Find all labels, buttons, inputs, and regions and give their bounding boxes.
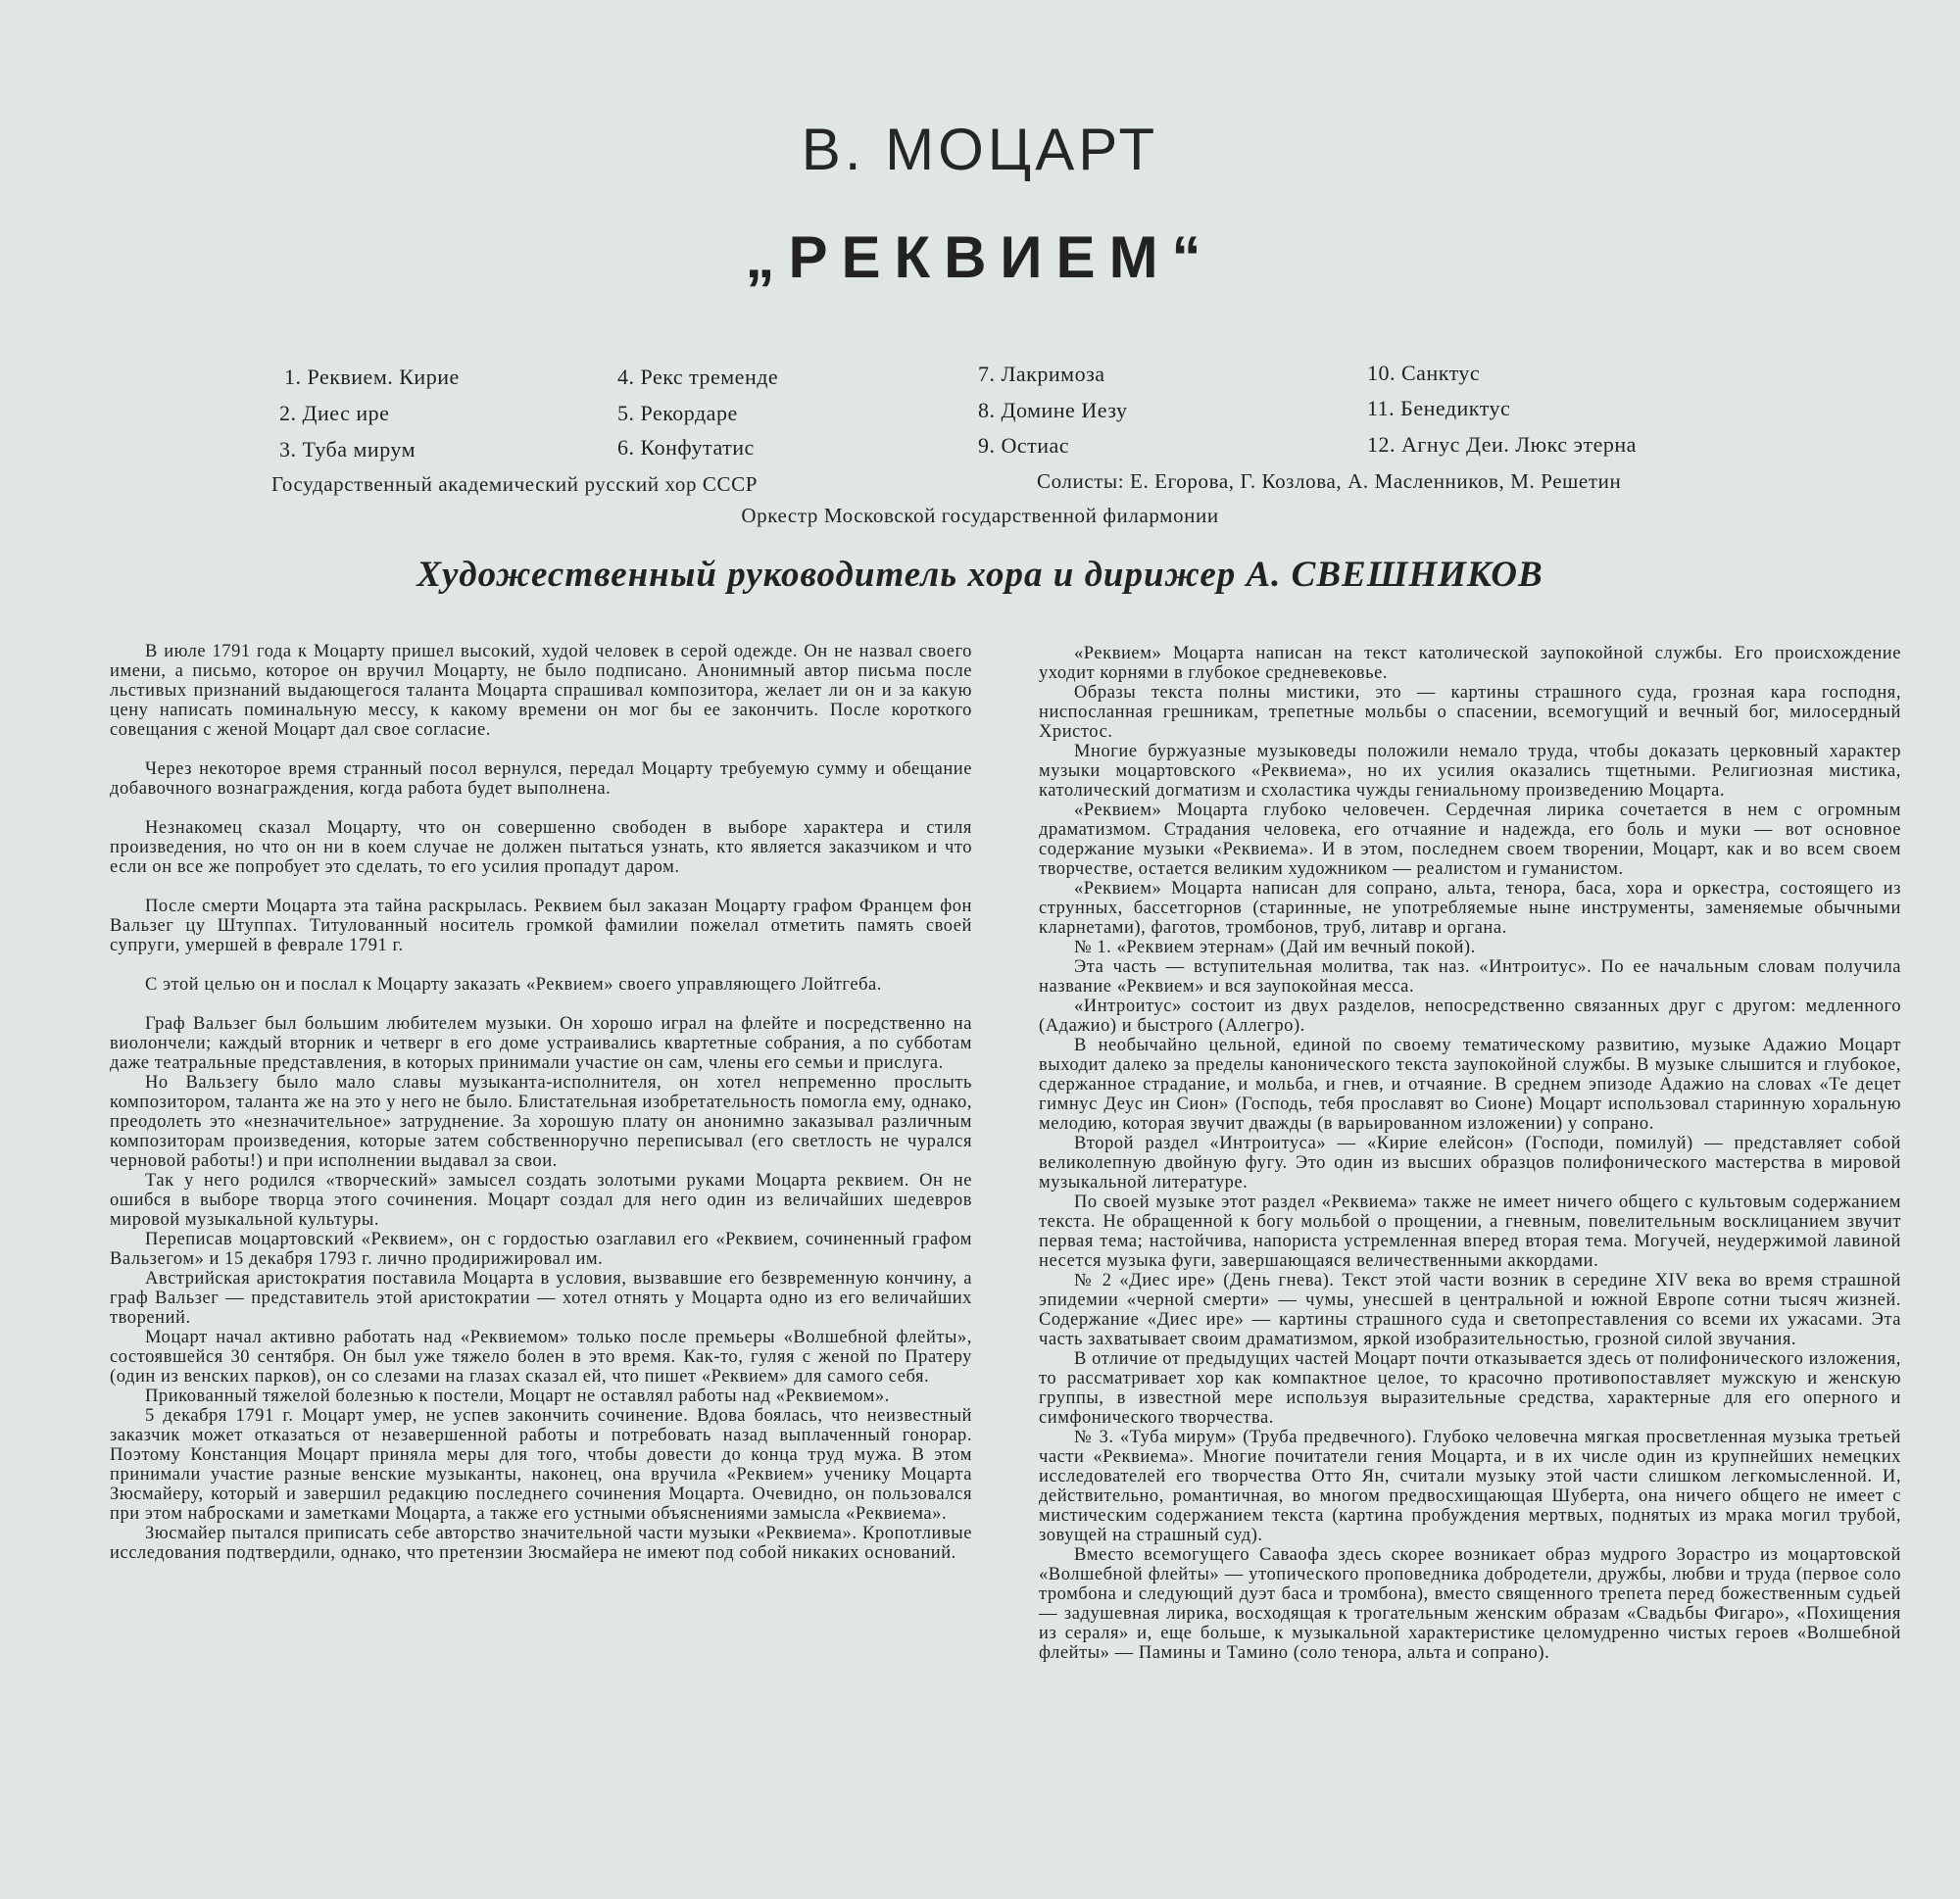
track-item: 6. Конфутатис <box>617 435 755 460</box>
paragraph: «Реквием» Моцарта написан на текст католической заупокойной службы. Его происхождение уходит корнями в глубокое средневековье. <box>1039 644 1901 683</box>
track-item: 2. Диес ире <box>279 401 390 425</box>
right-text-column <box>1039 644 1901 1663</box>
track-item: 9. Остиас <box>978 433 1070 458</box>
track-item: 10. Санктус <box>1367 361 1481 385</box>
paragraph: № 3. «Туба мирум» (Труба предвечного). Глубоко человечна мягкая просветленная музыка третьей части «Реквиема». Многие почитатели гения Моцарта, и в их числе один из крупнейших немецких исследователей его творчества Отто Ян, считали музыку этой части слишком легкомысленной. И, действительно, романтичная, во многом предвосхищающая Шуберта, она ничего общего не имеет с мистическим содержанием текста (картина пробуждения мертвых, поднятых из мрака могил трубой, зовущей на страшный суд). <box>1039 1428 1901 1545</box>
paragraph: Через некоторое время странный посол вернулся, передал Моцарту требуемую сумму и обещание добавочного вознаграждения, когда работа будет выполнена. <box>110 759 972 799</box>
paragraph: «Реквием» Моцарта глубоко человечен. Сердечная лирика сочетается в нем с огромным драматизмом. Страдания человека, его отчаяние и надежда, его боль и муки — вот основное содержание музыки «Реквиема». И в этом, последнем своем творении, Моцарт, как и во всем своем творчестве, остается великим художником — реалистом и гуманистом. <box>1039 801 1901 879</box>
paragraph: Незнакомец сказал Моцарту, что он совершенно свободен в выборе характера и стиля произведения, но что он ни в коем случае не должен пытаться узнать, кто является заказчиком и что если он все же попробует это сделать, то его усилия пропадут даром. <box>110 818 972 877</box>
paragraph: «Интроитус» состоит из двух разделов, непосредственно связанных друг с другом: медленного (Адажио) и быстрого (Аллегро). <box>1039 997 1901 1036</box>
track-item: 1. Реквием. Кирие <box>284 365 460 389</box>
paragraph: Переписав моцартовский «Реквием», он с гордостью озаглавил его «Реквием, сочиненный графом Вальзегом» и 15 декабря 1793 г. лично продирижировал им. <box>110 1230 972 1269</box>
paragraph: Прикованный тяжелой болезнью к постели, Моцарт не оставлял работы над «Реквиемом». <box>145 1387 890 1406</box>
paragraph: Так у него родился «творческий» замысел создать золотыми руками Моцарта реквием. Он не ошибся в выборе творца этого сочинения. Моцарт создал для него один из величайших шедевров мировой музыкальной культуры. <box>110 1171 972 1230</box>
work-title: „РЕКВИЕМ“ <box>745 224 1215 290</box>
paragraph: № 1. «Реквием этернам» (Дай им вечный покой). <box>1074 938 1476 957</box>
track-item: 3. Туба мирум <box>279 437 416 462</box>
paragraph: Эта часть — вступительная молитва, так наз. «Интроитус». По ее начальным словам получила название «Реквием» и вся заупокойная месса. <box>1039 957 1901 997</box>
paragraph: Граф Вальзег был большим любителем музыки. Он хорошо играл на флейте и посредственно на виолончели; каждый вторник и четверг в его доме устраивались квартетные собрания, а по субботам даже театральные представления, в которых принимали участие он сам, члены его семьи и прислуга. <box>110 1014 972 1073</box>
track-item: 7. Лакримоза <box>978 362 1105 386</box>
paragraph: Но Вальзегу было мало славы музыканта-исполнителя, он хотел непременно прослыть композитором, таланта же на это у него не было. Блистательная изобретательность помогла ему, однако, преодолеть это «незначительное» затруднение. За хорошую плату он анонимно заказывал различным композиторам произведения, которые затем собственноручно переписывал (его светлость не чурался черновой работы!) и при исполнении выдавал за свои. <box>110 1073 972 1171</box>
paragraph: Многие буржуазные музыковеды положили немало труда, чтобы доказать церковный характер музыки моцартовского «Реквиема», но их усилия оказались тщетными. Религиозная мистика, католический догматизм и схоластика чужды гениальному произведению Моцарта. <box>1039 742 1901 801</box>
paragraph: Моцарт начал активно работать над «Реквиемом» только после премьеры «Волшебной флейты», состоявшейся 30 сентября. Он был уже тяжело болен в это время. Как-то, гуляя с женой по Пратеру (один из венских парков), он со слезами на глазах сказал ей, что пишет «Реквием» для самого себя. <box>110 1328 972 1387</box>
paragraph: После смерти Моцарта эта тайна раскрылась. Реквием был заказан Моцарту графом Францем фон Вальзег цу Штуппах. Титулованный носитель громкой фамилии пожелал отметить память своей супруги, умершей в феврале 1791 г. <box>110 897 972 955</box>
paragraph: В июле 1791 года к Моцарту пришел высокий, худой человек в серой одежде. Он не назвал своего имени, а письмо, которое он вручил Моцарту, не было подписано. Анонимный автор письма после льстивых признаний выдающегося таланта Моцарта спрашивал композитора, желает ли он и за какую цену написать поминальную мессу, к какому времени он мог бы ее закончить. После короткого совещания с женой Моцарт дал свое согласие. <box>110 642 972 740</box>
track-item: 4. Рекс тремендe <box>617 365 779 389</box>
soloists-credit: Солисты: Е. Егорова, Г. Козлова, А. Масленников, М. Решетин <box>1037 469 1622 493</box>
conductor-credit: Художественный руководитель хора и дирижер А. СВЕШНИКОВ <box>416 555 1544 595</box>
orchestra-credit: Оркестр Московской государственной филармонии <box>741 504 1219 527</box>
track-item: 8. Домине Иезу <box>978 398 1128 422</box>
track-item: 5. Рекордаре <box>617 401 738 425</box>
paragraph: С этой целью он и послал к Моцарту заказать «Реквием» своего управляющего Лойтгеба. <box>145 975 882 995</box>
paragraph: Второй раздел «Интроитуса» — «Кирие елейсон» (Господи, помилуй) — представляет собой великолепную двойную фугу. Это один из высших образцов полифонического мастерства в мировой музыкальной литературе. <box>1039 1134 1901 1193</box>
track-item: 12. Агнус Деи. Люкс этерна <box>1367 432 1637 457</box>
paragraph: По своей музыке этот раздел «Реквиема» также не имеет ничего общего с культовым содержанием текста. Не обращенной к богу мольбой о прощении, а гневным, повелительным восклицанием звучит первая тема; настойчива, напориста устремленная вперед вторая тема. Могучей, неудержимой лавиной несется музыка фуги, завершающаяся величественными аккордами. <box>1039 1193 1901 1271</box>
paragraph: «Реквием» Моцарта написан для сопрано, альта, тенора, баса, хора и оркестра, состоящего из струнных, бассетгорнов (старинные, не употребляемые ныне инструменты, заменяемые обычными кларнетами), фаготов, тромбонов, труб, литавр и органа. <box>1039 879 1901 938</box>
paragraph: № 2 «Диес ире» (День гнева). Текст этой части возник в середине XIV века во время страшной эпидемии «черной смерти» — чумы, унесшей в центральной и южной Европе сотни тысяч жизней. Содержание «Диес ире» — картины страшного суда и светопреставления со всеми их ужасами. Эта часть захватывает своим драматизмом, яркой изобразительностью, грозной силой звучания. <box>1039 1271 1901 1349</box>
paragraph: Австрийская аристократия поставила Моцарта в условия, вызвавшие его безвременную кончину, а граф Вальзег — представитель этой аристократии — хотел отнять у Моцарта одно из его величайших творений. <box>110 1269 972 1328</box>
choir-credit: Государственный академический русский хор СССР <box>271 472 758 496</box>
paragraph: Зюсмайер пытался приписать себе авторство значительной части музыки «Реквиема». Кропотливые исследования подтвердили, однако, что претензии Зюсмайера не имеют под собой никаких оснований. <box>110 1524 972 1563</box>
paragraph: Образы текста полны мистики, это — картины страшного суда, грозная кара господня, ниспосланная грешникам, трепетные мольбы о спасении, всемогущий и вечный бог, милосердный Христос. <box>1039 683 1901 742</box>
track-item: 11. Бенедиктус <box>1367 396 1511 420</box>
paragraph: В необычайно цельной, единой по своему тематическому развитию, музыке Адажио Моцарт выходит далеко за пределы канонического текста заупокойной службы. В музыке слышится и глубокое, сдержанное страдание, и мольба, и гнев, и отчаяние. В среднем эпизоде Адажио на словах «Те децет гимнус Деус ин Сион» (Господь, тебя прославят во Сионе) Моцарт использовал старинную хоральную мелодию, которая звучит дважды (в варьированном изложении) у сопрано. <box>1039 1036 1901 1134</box>
paragraph: Вместо всемогущего Саваофа здесь скорее возникает образ мудрого Зорастро из моцартовской «Волшебной флейты» — утопического проповедника добродетели, дружбы, любви и труда (первое соло тромбона и следующий дуэт баса и тромбона), вместо священного трепета перед божественным судьей — задушевная лирика, восходящая к трогательным женским образам «Свадьбы Фигаро», «Похищения из сераля» и, еще больше, к музыкальной характеристике целомудренно чистых героев «Волшебной флейты» — Памины и Тамино (соло тенора, альта и сопрано). <box>1039 1545 1901 1663</box>
paragraph: 5 декабря 1791 г. Моцарт умер, не успев закончить сочинение. Вдова боялась, что неизвестный заказчик может отказаться от незавершенной работы и потребовать назад выплаченный гонорар. Поэтому Констанция Моцарт приняла меры для того, чтобы довести до конца труд мужа. В этом принимали участие разные венские музыканты, наконец, она вручила «Реквием» ученику Моцарта Зюсмайеру, который и завершил редакцию последнего сочинения Моцарта. Очевидно, он пользовался при этом набросками и заметками Моцарта, а также его устными объяснениями замысла «Реквиема». <box>110 1406 972 1524</box>
composer-heading: В. МОЦАРТ <box>801 117 1159 182</box>
left-text-column <box>110 642 972 1563</box>
paragraph: В отличие от предыдущих частей Моцарт почти отказывается здесь от полифонического изложения, то рассматривает хор как компактное целое, то красочно противопоставляет мужскую и женскую группы, в известной мере используя выразительные средства, характерные для его оперного и симфонического творчества. <box>1039 1349 1901 1428</box>
